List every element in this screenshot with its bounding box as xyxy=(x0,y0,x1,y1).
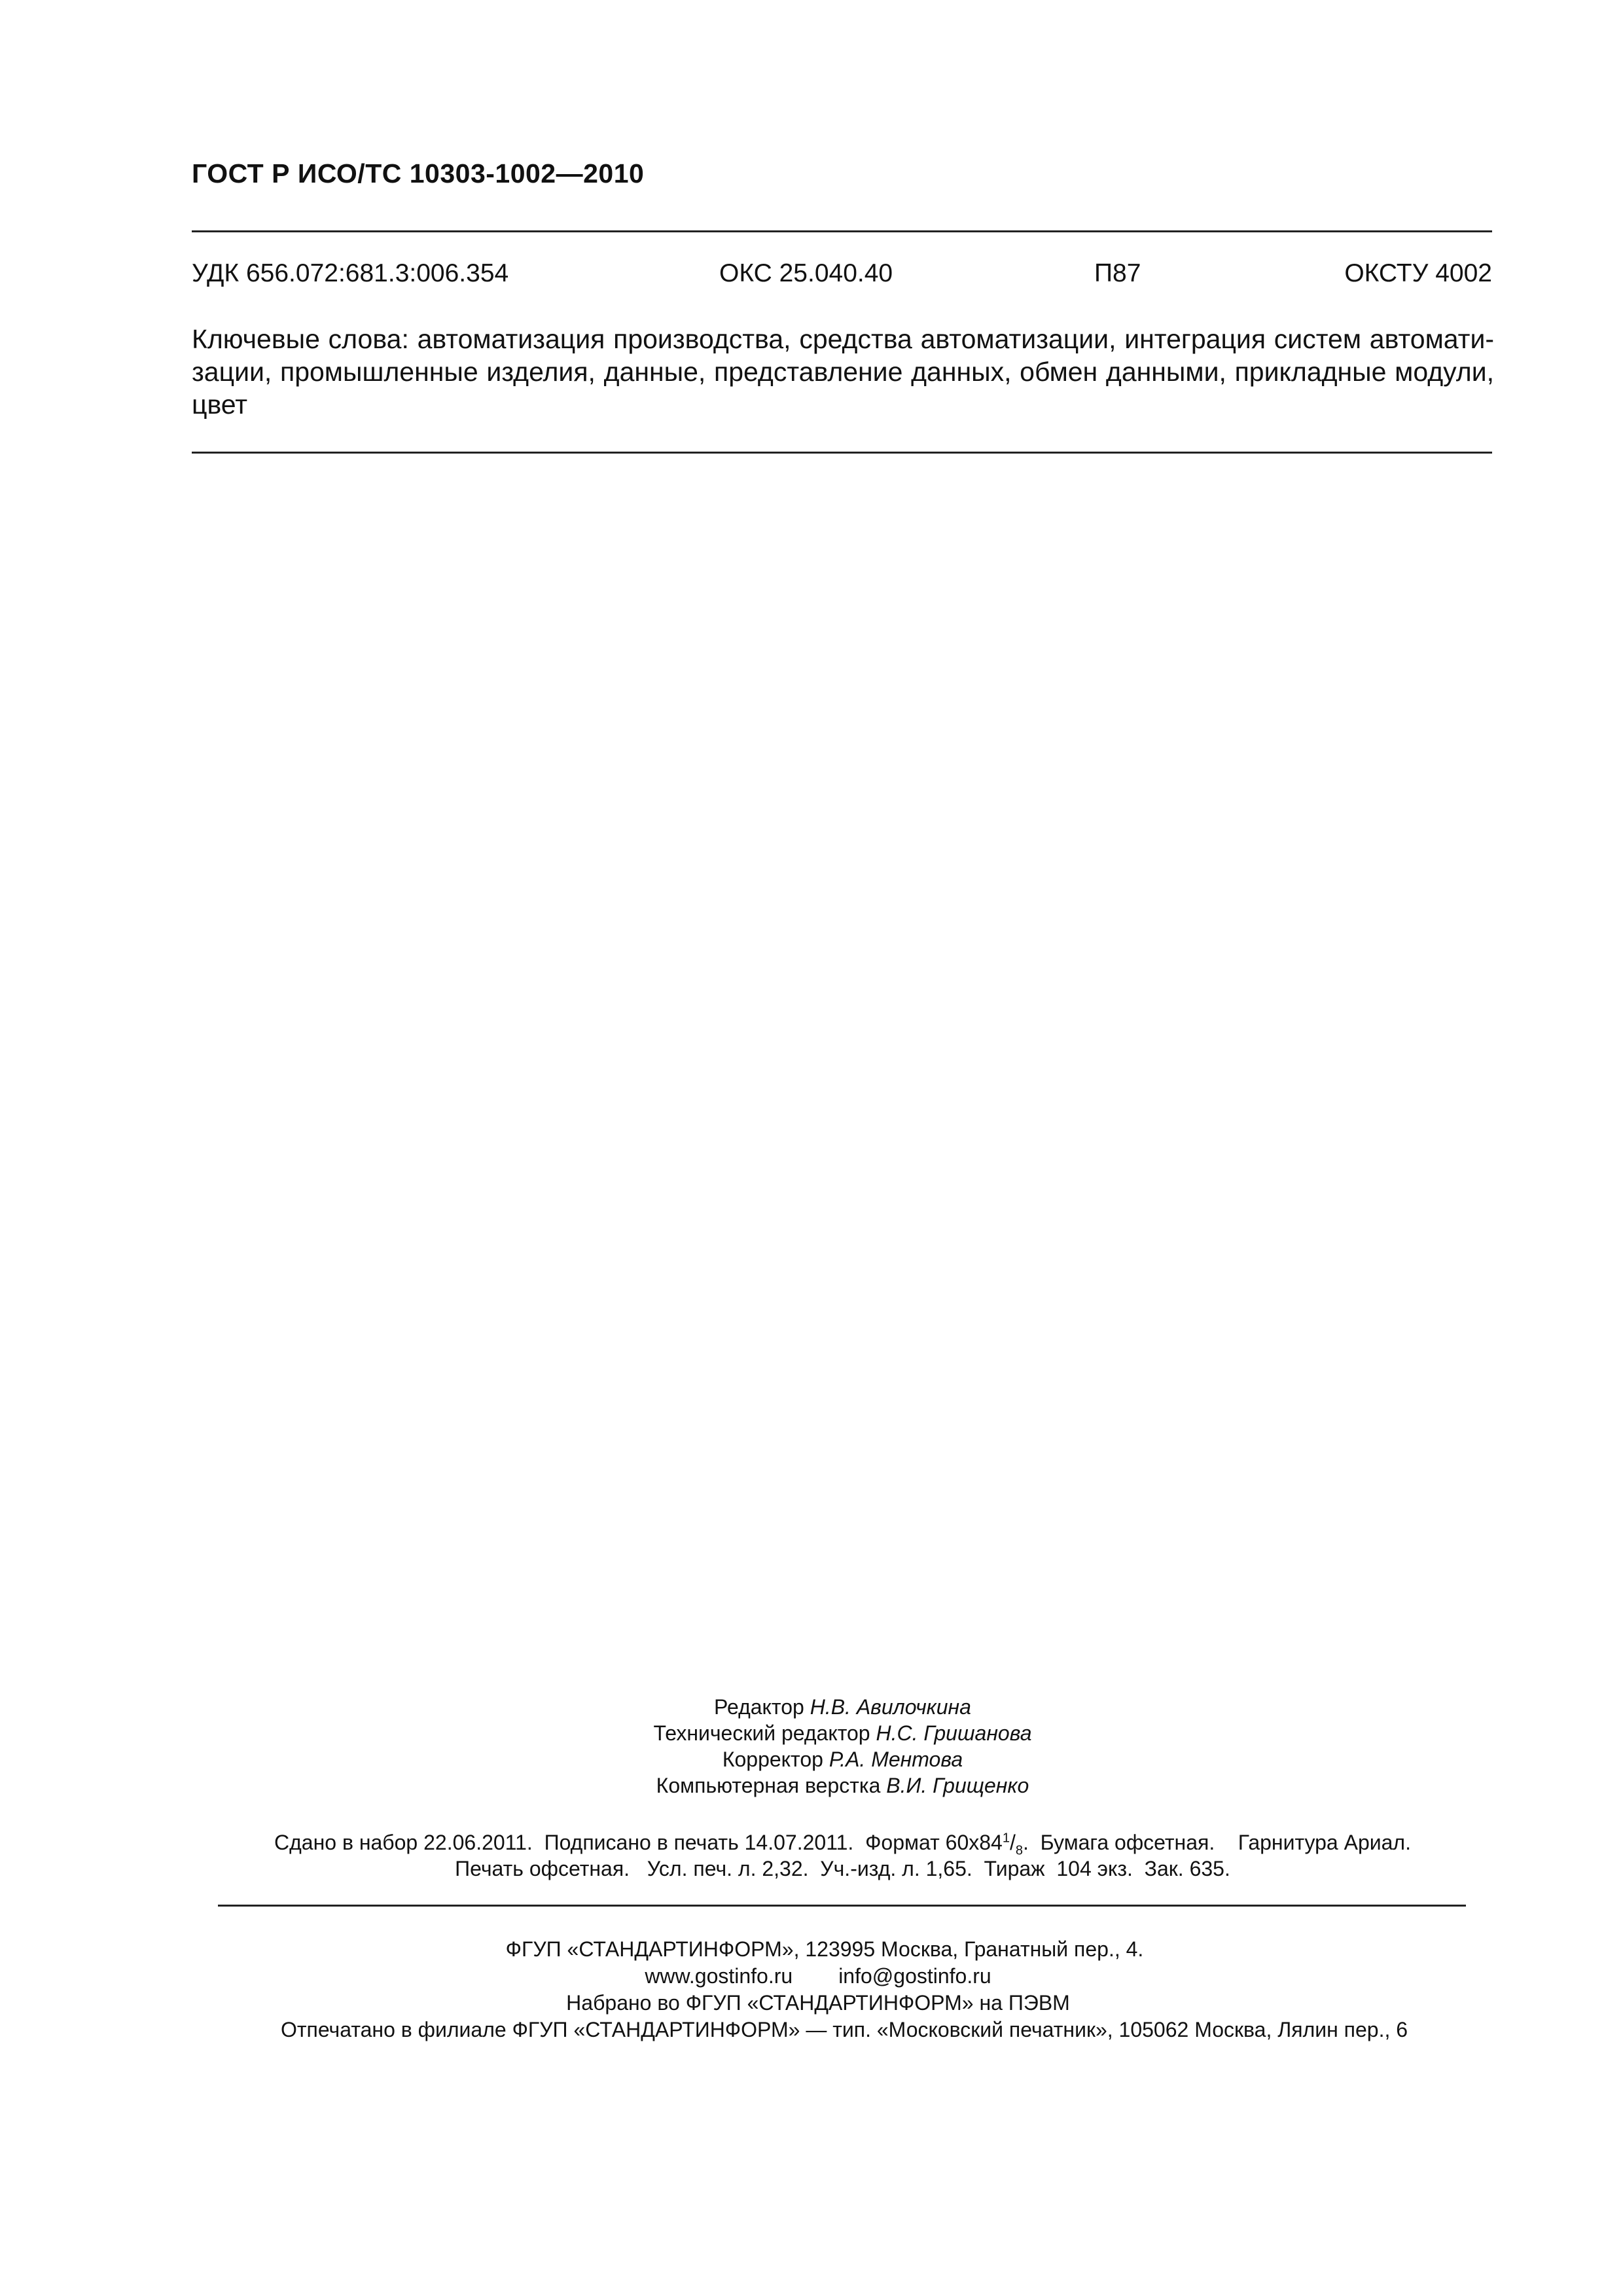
format-numerator: 1 xyxy=(1002,1831,1010,1846)
print-details-line: Печать офсетная. Усл. печ. л. 2,32. Уч.-изд. л. 1,65. Тираж 104 экз. Зак. 635. xyxy=(455,1857,1230,1880)
editor-name: Н.В. Авилочкина xyxy=(810,1695,971,1719)
layout-name: В.И. Грищенко xyxy=(886,1774,1029,1797)
top-divider xyxy=(192,230,1492,232)
print-details xyxy=(0,1829,1623,1882)
bottom-divider xyxy=(218,1905,1466,1907)
document-title: ГОСТ Р ИСО/ТС 10303-1002—2010 xyxy=(192,158,645,188)
udk-code: УДК 656.072:681.3:006.354 xyxy=(192,259,509,287)
publisher-website-link[interactable]: www.gostinfo.ru xyxy=(645,1964,793,1988)
oks-code: ОКС 25.040.40 xyxy=(719,259,893,287)
layout-line xyxy=(0,1772,1623,1799)
print-paper-text: . Бумага офсетная. Гарнитура Ариал. xyxy=(1022,1831,1411,1854)
keywords-block xyxy=(192,323,1494,421)
corrector-line xyxy=(0,1746,1623,1772)
publisher-info xyxy=(0,1936,1623,2043)
format-denominator: 8 xyxy=(1015,1843,1023,1858)
publisher-address: ФГУП «СТАНДАРТИНФОРМ», 123995 Москва, Гранатный пер., 4. xyxy=(505,1937,1144,1961)
print-submission-text: Сдано в набор 22.06.2011. Подписано в печать 14.07.2011. Формат 60х84 xyxy=(274,1831,1003,1854)
publisher-email-link[interactable]: info@gostinfo.ru xyxy=(838,1964,991,1988)
keywords-line: Ключевые слова: автоматизация производства, средства автоматизации, интеграция систем автомати- xyxy=(192,324,1494,354)
typeset-note: Набрано во ФГУП «СТАНДАРТИНФОРМ» на ПЭВМ xyxy=(566,1991,1070,2015)
print-details-line xyxy=(0,1829,1623,1856)
corrector-name: Р.А. Ментова xyxy=(829,1748,963,1771)
corrector-label: Корректор xyxy=(722,1748,829,1771)
format-separator: / xyxy=(1009,1831,1016,1854)
layout-label: Компьютерная верстка xyxy=(656,1774,887,1797)
editor-line xyxy=(0,1694,1623,1720)
keywords-line: цвет xyxy=(192,389,248,420)
tech-editor-line xyxy=(0,1720,1623,1746)
keywords-divider xyxy=(192,452,1492,454)
tech-editor-label: Технический редактор xyxy=(653,1721,876,1745)
editor-label: Редактор xyxy=(714,1695,810,1719)
editorial-staff xyxy=(0,1694,1623,1799)
okstu-code: ОКСТУ 4002 xyxy=(1344,259,1492,287)
group-code: П87 xyxy=(1094,259,1141,287)
printed-note: Отпечатано в филиале ФГУП «СТАНДАРТИНФОРМ» — тип. «Московский печатник», 105062 Москва, Лялин пер., 6 xyxy=(280,2018,1408,2041)
keywords-line: зации, промышленные изделия, данные, представление данных, обмен данными, прикладные модули, xyxy=(192,357,1494,387)
tech-editor-name: Н.С. Гришанова xyxy=(876,1721,1032,1745)
publisher-contacts xyxy=(0,1963,1623,1990)
